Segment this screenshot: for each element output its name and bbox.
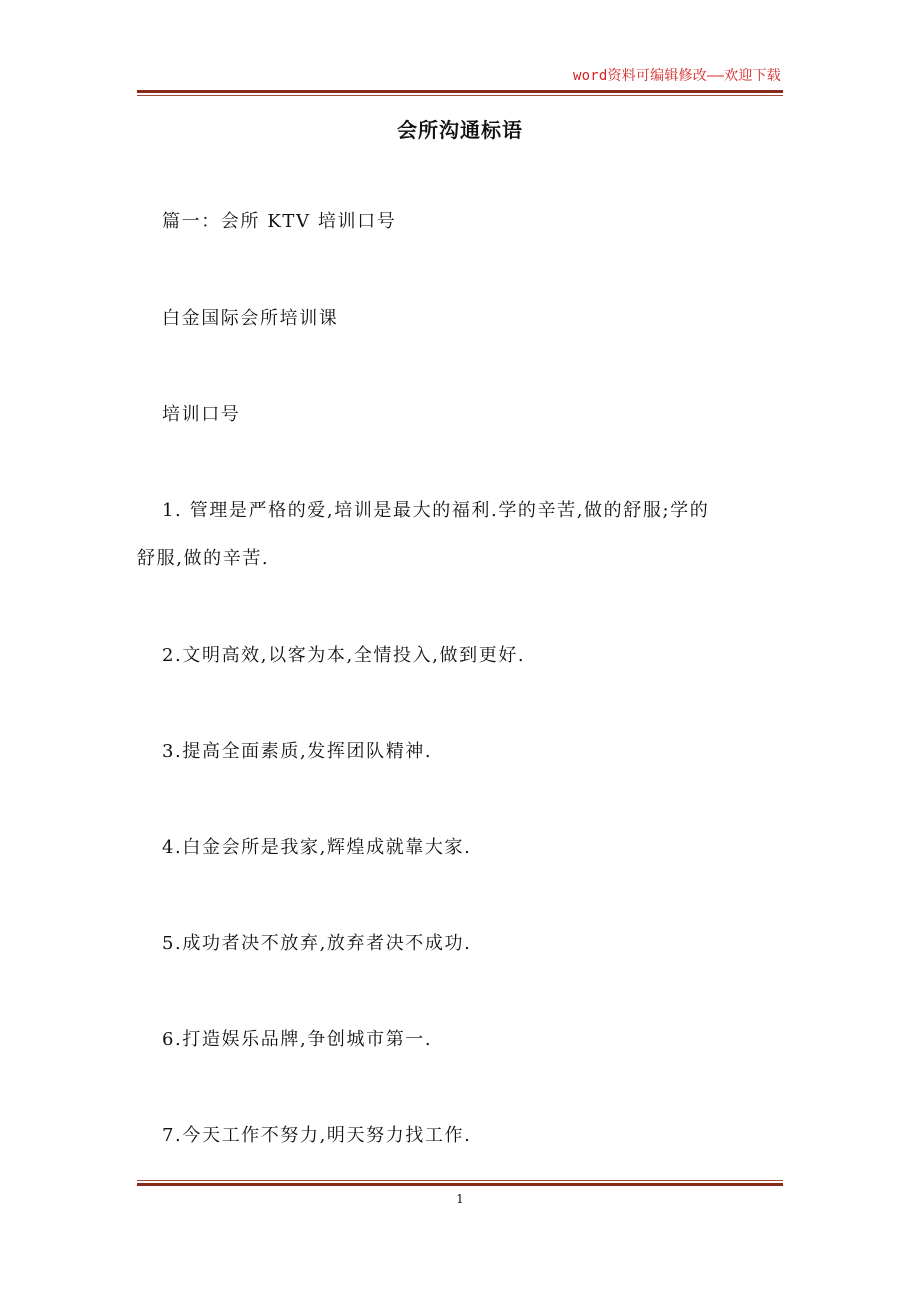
- list-item: 3.提高全面素质,发挥团队精神.: [162, 741, 433, 762]
- header-rule-thin: [137, 95, 783, 96]
- list-item: 6.打造娱乐品牌,争创城市第一.: [162, 1029, 433, 1050]
- list-item: 4.白金会所是我家,辉煌成就靠大家.: [162, 837, 472, 858]
- header-note: word资料可编辑修改——欢迎下载: [573, 68, 781, 84]
- footer-rule-thin: [137, 1180, 783, 1181]
- list-item: 1. 管理是严格的爱,培训是最大的福利.学的辛苦,做的舒服;学的: [162, 500, 710, 521]
- page-number: 1: [456, 1192, 464, 1206]
- list-item-continuation: 舒服,做的辛苦.: [137, 548, 270, 569]
- header-rule-thick: [137, 90, 783, 93]
- list-item: 5.成功者决不放弃,放弃者决不成功.: [162, 933, 472, 954]
- paragraph: 白金国际会所培训课: [162, 308, 339, 329]
- footer-rule-thick: [137, 1183, 783, 1186]
- paragraph: 培训口号: [162, 404, 241, 425]
- section-heading: 篇一：会所 KTV 培训口号: [162, 211, 397, 232]
- page-footer: [137, 1180, 783, 1220]
- list-item: 7.今天工作不努力,明天努力找工作.: [162, 1125, 472, 1146]
- page-header: [137, 62, 783, 102]
- document-title: 会所沟通标语: [397, 118, 523, 142]
- list-item: 2.文明高效,以客为本,全情投入,做到更好.: [162, 645, 526, 666]
